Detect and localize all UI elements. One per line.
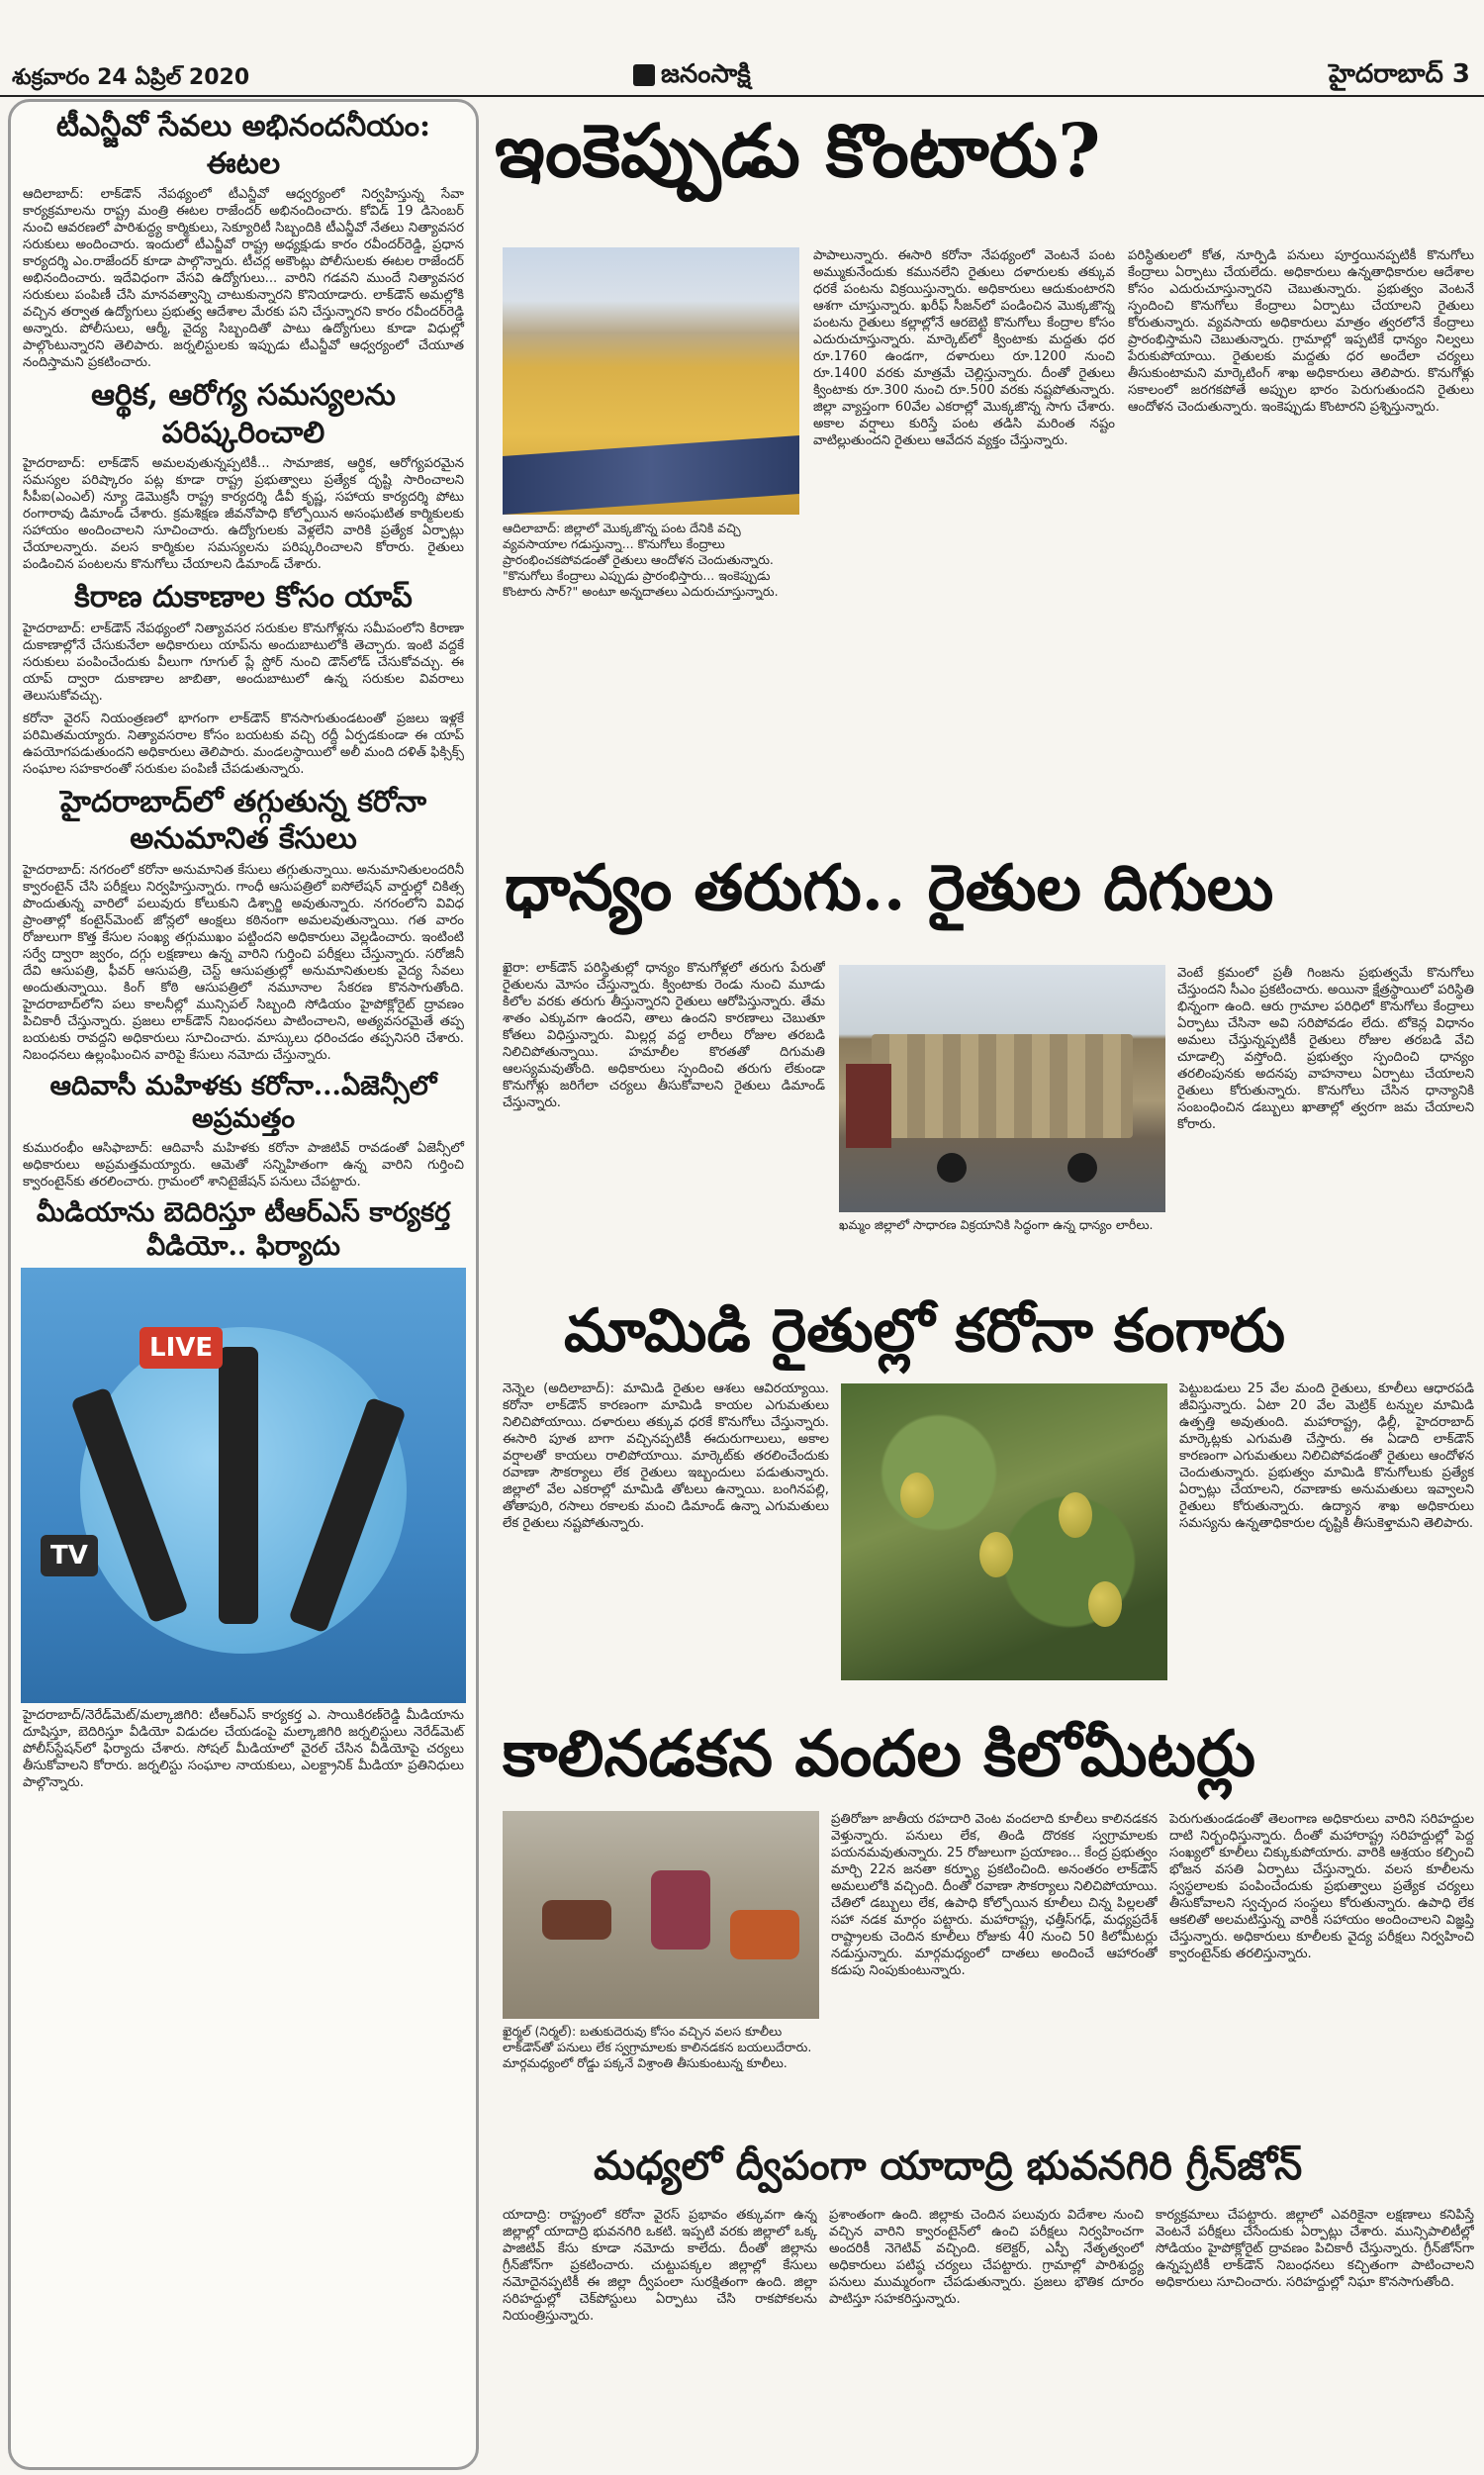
story-headline: ఇంకెప్పుడు కొంటారు?	[495, 109, 1101, 194]
migrant-workers-photo	[503, 1811, 819, 2019]
story-headline: మామిడి రైతుల్లో కరోనా కంగారు	[564, 1296, 1286, 1366]
article-title: ఆర్థిక, ఆరోగ్య సమస్యలను పరిష్కరించాలి	[91, 378, 396, 450]
mango-tree-photo	[841, 1383, 1167, 1680]
story-headline: కాలినడకన వందల కిలోమీటర్లు	[503, 1717, 1255, 1791]
story-column: కార్యక్రమాలు చేపట్టారు. జిల్లాలో ఎవరికైనా లక్షణాలు కనిపిస్తే వెంటనే పరీక్షలు చేసేందుకు ఏర్పాట్లు చేశారు. మున్సిపాలిటీల్లో సోడియం హైపోక్లోరైట్ ద్రావణం పిచికారీ చేస్తున్నారు. గ్రీన్‌జోన్‌గా ఉన్నప్పటికీ లాక్‌డౌన్ నిబంధనలు కచ్చితంగా పాటించాలని అధికారులు సూచించారు. సరిహద్దుల్లో నిఘా కొనసాగుతోంది.	[1156, 2208, 1474, 2290]
article-body: హైదరాబాద్: లాక్‌డౌన్ నేపథ్యంలో నిత్యావసర సరుకుల కొనుగోళ్లను సమీపంలోని కిరాణా దుకాణాల్లోనే చేసుకునేలా అధికారులు యాప్‌ను అందుబాటులోకి తెచ్చారు. ఇంటి వద్దకే సరుకులు పంపించేందుకు వీలుగా గూగుల్ ప్లే స్టోర్ నుంచి డౌన్‌లోడ్ చేసుకోవచ్చు. ఈ యాప్ ద్వారా దుకాణాల జాబితా, అందుబాటులో ఉన్న సరుకుల వివరాలు తెలుసుకోవచ్చు.	[23, 620, 464, 704]
story-column: వెంటే క్రమంలో ప్రతీ గింజను ప్రభుత్వమే కొనుగోలు చేస్తుందని సీఎం ప్రకటించారు. అయినా క్షేత్రస్థాయిలో పరిస్థితి భిన్నంగా ఉంది. ఆరు గ్రామాల పరిధిలో కొనుగోలు కేంద్రాలు ఏర్పాటు చేసినా అవి సరిపోవడం లేదు. టోకెన్ల విధానం అమలు చేస్తున్నప్పటికీ రైతులు రోజుల తరబడి వేచి చూడాల్సి వస్తోంది. ప్రభుత్వం స్పందించి ధాన్యం తరలింపునకు అదనపు వాహనాలు ఏర్పాటు చేయాలని రైతులు కోరుతున్నారు. కొనుగోలు చేసిన ధాన్యానికి సంబంధించిన డబ్బులు ఖాతాల్లో త్వరగా జమ చేయాలని కోరారు.	[1177, 966, 1474, 1132]
tv-tag: TV	[41, 1535, 98, 1576]
article-body: ఆదిలాబాద్: లాక్‌డౌన్ నేపథ్యంలో టీఎన్జీవో ఆధ్వర్యంలో నిర్వహిస్తున్న సేవా కార్యక్రమాలను రాష్ట్ర మంత్రి ఈటల రాజేందర్ అభినందించారు. కోవిడ్‌ 19 డిసెంబర్‌ నుంచి ఆవరణలో పారిశుద్ధ్య కార్మికులు, సెక్యూరిటీ సిబ్బందికి టీఎన్జీవో నేతలు నిత్యావసర సరుకులు అందించారు. ఇందులో టీఎన్జీవో రాష్ట్ర అధ్యక్షుడు కారం రవీందర్‌రెడ్డి, ప్రధాన కార్యదర్శి ఎం.రాజేందర్ కూడా పాల్గొన్నారు. టీచర్ల అకౌంట్లు పోలీసులకు ఈటల రాజేందర్ అభినందించారు. ఇదేవిధంగా వేసవి ఉద్యోగులు... వారిని గడవని ముందే నిత్యావసర సరుకులు పంపిణీ చేసి మానవత్వాన్ని చాటుకున్నారని కొనియాడారు. లాక్‌డౌన్ అమల్లోకి వచ్చిన తర్వాత ఉద్యోగులు ప్రభుత్వ ఆదేశాల మేరకు పని చేస్తున్నారని కారం రవీందర్‌రెడ్డి అన్నారు. పోలీసులు, ఆర్మీ, వైద్య సిబ్బందితో పాటు ఉద్యోగులు కూడా విధుల్లో పాల్గొంటున్నారని తెలిపారు. జర్నలిస్టులకు ఇప్పుడు టీఎన్జీవో ఆధ్వర్యంలో చేయూత నందిస్తామని ప్రకటించారు.	[23, 187, 464, 370]
masthead-logo-icon	[633, 64, 655, 86]
media-illustration	[21, 1268, 466, 1703]
photo-caption: ఖమ్మం జిల్లాలో సాధారణ విక్రయానికి సిద్ధంగా ఉన్న ధాన్యం లారీలు.	[839, 1217, 1154, 1232]
grain-truck-photo	[839, 965, 1165, 1212]
person-graphic	[651, 1870, 710, 1950]
person-graphic	[542, 1900, 611, 1940]
live-tag: LIVE	[139, 1327, 223, 1369]
story-headline: ధాన్యం తరుగు.. రైతుల దిగులు	[505, 851, 1274, 925]
story-headline: మధ్యలో ద్వీపంగా యాదాద్రి భువనగిరి గ్రీన్‌జోన్	[594, 2142, 1303, 2189]
truck-cab-graphic	[846, 1064, 891, 1148]
article-title: ఆదివాసీ మహిళకు కరోనా...ఏజెన్సీలో అప్రమత్తం	[49, 1070, 437, 1135]
page-header	[0, 0, 1484, 97]
story-column: పరిస్థితులలో కోత, నూర్పిడి పనులు పూర్తయినప్పటికీ కొనుగోలు కేంద్రాలు ఏర్పాటు చేయలేదు. అధికారులు ఉన్నతాధికారుల ఆదేశాల కోసం ఎదురుచూస్తున్నారని చెబుతున్నారు. ప్రభుత్వం వెంటనే స్పందించి కొనుగోలు కేంద్రాలు ఏర్పాటు చేయాలని రైతులు కోరుతున్నారు. వ్యవసాయ అధికారులు మాత్రం త్వరలోనే కేంద్రాలు ప్రారంభిస్తామని చెబుతున్నారు. గ్రామాల్లో ఇప్పటికే ధాన్యం నిల్వలు పేరుకుపోయాయి. రైతులకు మద్దతు ధర అందేలా చర్యలు తీసుకుంటామని మార్కెటింగ్ శాఖ అధికారులు తెలిపారు. కొనుగోళ్లు సకాలంలో జరగకపోతే అప్పుల భారం పెరుగుతుందని రైతులు ఆందోళన చెందుతున్నారు. ఇంకెప్పుడు కొంటారని ప్రశ్నిస్తున్నారు.	[1128, 248, 1474, 415]
story-column: ప్రతిరోజూ జాతీయ రహదారి వెంట వందలాది కూలీలు కాలినడకన వెళ్తున్నారు. పనులు లేక, తిండి దొరకక స్వగ్రామాలకు పయనమవుతున్నారు. 25 రోజులుగా ప్రయాణం... కేంద్ర ప్రభుత్వం మార్చి 22న జనతా కర్ఫ్యూ ప్రకటించింది. అనంతరం లాక్‌డౌన్ అమలులోకి వచ్చింది. దీంతో రవాణా సౌకర్యాలు నిలిచిపోయాయి. చేతిలో డబ్బులు లేక, ఉపాధి కోల్పోయిన కూలీలు చిన్న పిల్లలతో సహా నడక మార్గం పట్టారు. మహారాష్ట్ర, ఛత్తీస్‌గఢ్, మధ్యప్రదేశ్ రాష్ట్రాలకు చెందిన కూలీలు రోజుకు 40 నుంచి 50 కిలోమీటర్లు నడుస్తున్నారు. మార్గమధ్యంలో దాతలు అందించే ఆహారంతో కడుపు నింపుకుంటున్నారు.	[831, 1812, 1158, 1978]
article-body: కుమురంభీం ఆసిఫాబాద్: ఆదివాసీ మహిళకు కరోనా పాజిటివ్ రావడంతో ఏజెన్సీలో అధికారులు అప్రమత్తమయ్యారు. ఆమెతో సన్నిహితంగా ఉన్న వారిని గుర్తించి క్వారంటైన్‌కు తరలించారు. గ్రామంలో శానిటైజేషన్ పనులు చేపట్టారు.	[23, 1141, 464, 1190]
masthead-text: జనంసాక్షి	[661, 59, 751, 89]
left-column	[8, 99, 479, 2470]
mango-fruit-graphic	[1088, 1581, 1122, 1627]
page-city-number: హైదరాబాద్ 3	[1329, 59, 1470, 89]
story-column: నెన్నెల (అదిలాబాద్): మామిడి రైతుల ఆశలు ఆవిరయ్యాయి. కరోనా లాక్‌డౌన్ కారణంగా మామిడి కాయల ఎగుమతులు నిలిచిపోయాయి. దళారులు తక్కువ ధరకే కొనుగోలు చేస్తున్నారు. ఈసారి పూత బాగా వచ్చినప్పటికీ ఈదురుగాలులు, అకాల వర్షాలతో కాయలు రాలిపోయాయి. మార్కెట్‌కు తరలించేందుకు రవాణా సౌకర్యాలు లేక రైతులు ఇబ్బందులు పడుతున్నారు. జిల్లాలో వేల ఎకరాల్లో మామిడి తోటలు ఉన్నాయి. బంగినపల్లి, తోతాపురి, రసాలు రకాలకు మంచి డిమాండ్ ఉన్నా ఎగుమతులు లేక రైతులు నష్టపోతున్నారు.	[503, 1381, 829, 1531]
person-graphic	[730, 1910, 799, 1959]
story-column: యాదాద్రి: రాష్ట్రంలో కరోనా వైరస్ ప్రభావం తక్కువగా ఉన్న జిల్లాల్లో యాదాద్రి భువనగిరి ఒకటి. ఇప్పటి వరకు జిల్లాలో ఒక్క పాజిటివ్ కేసు కూడా నమోదు కాలేదు. దీంతో జిల్లాను గ్రీన్‌జోన్‌గా ప్రకటించారు. చుట్టుపక్కల జిల్లాల్లో కేసులు నమోదైనప్పటికీ ఈ జిల్లా ద్వీపంలా సురక్షితంగా ఉంది. జిల్లా సరిహద్దుల్లో చెక్‌పోస్టులు ఏర్పాటు చేసి రాకపోకలను నియంత్రిస్తున్నారు.	[503, 2208, 817, 2324]
story-column: ఖైరా: లాక్‌డౌన్ పరిస్థితుల్లో ధాన్యం కొనుగోళ్లలో తరుగు పేరుతో రైతులను మోసం చేస్తున్నారు. క్వింటాకు రెండు నుంచి మూడు కిలోల వరకు తరుగు తీస్తున్నారని రైతులు ఆరోపిస్తున్నారు. తేమ శాతం ఎక్కువగా ఉందని, తాలు ఉందని కారణాలు చెబుతూ కోతలు విధిస్తున్నారు. మిల్లర్ల వద్ద లారీలు రోజుల తరబడి నిలిచిపోతున్నాయి. హమాలీల కొరతతో దిగుమతి ఆలస్యమవుతోంది. అధికారులు స్పందించి తరుగు లేకుండా కొనుగోళ్లు జరిగేలా చర్యలు తీసుకోవాలని రైతులు డిమాండ్ చేస్తున్నారు.	[503, 961, 825, 1110]
article-body: హైదరాబాద్/నెరేడ్‌మెట్/మల్కాజిగిరి: టీఆర్ఎస్ కార్యకర్త ఎ. సాయికిరణ్‌రెడ్డి మీడియాను దూషిస్తూ, బెదిరిస్తూ వీడియో విడుదల చేయడంపై మల్కాజిగిరి జర్నలిస్టులు నెరేడ్‌మెట్ పోలీస్‌స్టేషన్‌లో ఫిర్యాదు చేశారు. సోషల్ మీడియాలో వైరల్ చేసిన వీడియోపై చర్యలు తీసుకోవాలని కోరారు. జర్నలిస్టు సంఘాల నాయకులు, ఎలక్ట్రానిక్ మీడియా ప్రతినిధులు పాల్గొన్నారు.	[23, 1707, 464, 1790]
mango-fruit-graphic	[979, 1532, 1013, 1577]
article-title: కిరాణ దుకాణాల కోసం యాప్	[74, 580, 413, 615]
tarp-graphic	[503, 435, 799, 515]
article-title: మీడియాను బెదిరిస్తూ టీఆర్ఎస్ కార్యకర్త వీడియో.. ఫిర్యాదు	[36, 1197, 451, 1262]
story-column: ప్రశాంతంగా ఉంది. జిల్లాకు చెందిన పలువురు విదేశాల నుంచి వచ్చిన వారిని క్వారంటైన్‌లో ఉంచి పరీక్షలు నిర్వహించగా అందరికీ నెగెటివ్ వచ్చింది. కలెక్టర్, ఎస్పీ నేతృత్వంలో అధికారులు పటిష్ఠ చర్యలు చేపట్టారు. గ్రామాల్లో పారిశుద్ధ్య పనులు ముమ్మరంగా చేపడుతున్నారు. ప్రజలు భౌతిక దూరం పాటిస్తూ సహకరిస్తున్నారు.	[829, 2208, 1144, 2307]
wheel-icon	[937, 1153, 967, 1183]
article-body: కరోనా వైరస్ నియంత్రణలో భాగంగా లాక్‌డౌన్ కొనసాగుతుండటంతో ప్రజలు ఇళ్లకే పరిమితమయ్యారు. నిత్యావసరాల కోసం బయటకు వచ్చి రద్దీ ఏర్పడకుండా ఈ యాప్ ఉపయోగపడుతుందని అధికారులు తెలిపారు. మండలస్థాయిలో అలీ మంది దళిత్ ఫిక్సిక్స్ సంఘాల సహకారంతో సరుకుల పంపిణీ చేపడుతున్నారు.	[23, 711, 464, 777]
issue-date: శుక్రవారం 24 ఏప్రిల్ 2020	[12, 65, 250, 90]
microphone-icon	[219, 1347, 258, 1624]
story-column: పెరుగుతుండడంతో తెలంగాణ అధికారులు వారిని సరిహద్దుల దాటి నిర్బంధిస్తున్నారు. దీంతో మహారాష్ట్ర సరిహద్దుల్లో పెద్ద సంఖ్యలో కూలీలు చిక్కుకుపోయారు. వారికి ఆశ్రయం కల్పించి భోజన వసతి ఏర్పాటు చేస్తున్నారు. వలస కూలీలను స్వస్థలాలకు పంపించేందుకు ప్రభుత్వాలు ప్రత్యేక చర్యలు తీసుకోవాలని స్వచ్ఛంద సంస్థలు కోరుతున్నారు. ఉపాధి లేక ఆకలితో అలమటిస్తున్న వారికి సహాయం అందించాలని విజ్ఞప్తి చేస్తున్నారు. అధికారులు కూలీలకు వైద్య పరీక్షలు నిర్వహించి క్వారంటైన్‌కు తరలిస్తున్నారు.	[1169, 1812, 1474, 1961]
article-title: టీఎన్జీవో సేవలు అభినందనీయం: ఈటల	[55, 109, 431, 181]
mango-fruit-graphic	[900, 1473, 934, 1518]
truck-load-graphic	[872, 1034, 1133, 1138]
wheel-icon	[1067, 1153, 1097, 1183]
maize-drying-photo	[503, 247, 799, 515]
photo-caption: ఖైర్మల్ (నిర్మల్): బతుకుదెరువు కోసం వచ్చిన వలస కూలీలు లాక్‌డౌన్‌తో పనులు లేక స్వగ్రామాలకు కాలినడకన బయలుదేరారు. మార్గమధ్యంలో రోడ్డు పక్కనే విశ్రాంతి తీసుకుంటున్న కూలీలు.	[503, 2024, 812, 2070]
article-title: హైదరాబాద్‌లో తగ్గుతున్న కరోనా అనుమానిత కేసులు	[59, 784, 427, 856]
mango-fruit-graphic	[1059, 1492, 1092, 1538]
article-body: హైదరాబాద్: లాక్‌డౌన్ అమలవుతున్నప్పటికీ... సామాజిక, ఆర్థిక, ఆరోగ్యపరమైన సమస్యల పరిష్కారం పట్ల కూడా రాష్ట్ర ప్రభుత్వాలు ప్రత్యేక దృష్టి సారించాలని సీపీఐ(ఎంఎల్) న్యూ డెమొక్రసీ రాష్ట్ర కార్యదర్శి డీవీ కృష్ణ, సహాయ కార్యదర్శి పోటు రంగారావు డిమాండ్ చేశారు. క్రమశిక్షణ జీవనోపాధి కోల్పోయిన అసంఘటిత కార్మికులకు సహాయం అందించాలని సూచించారు. ఉద్యోగులకు వెళ్లలేని వారికి ప్రత్యేక ఏర్పాట్లు చేయాలన్నారు. వలస కార్మికుల సమస్యలను పరిష్కరించాలని కోరారు. రైతులు పండించిన పంటలను కొనుగోలు చేయాలని డిమాండ్ చేశారు.	[23, 456, 464, 572]
story-column: పెట్టుబడులు 25 వేల మంది రైతులు, కూలీలు ఆధారపడి జీవిస్తున్నారు. ఏటా 20 వేల మెట్రిక్ టన్నుల మామిడి ఉత్పత్తి అవుతుంది. మహారాష్ట్ర, ఢిల్లీ, హైదరాబాద్ మార్కెట్లకు ఎగుమతి చేస్తారు. ఈ ఏడాది లాక్‌డౌన్ కారణంగా ఎగుమతులు నిలిచిపోవడంతో రైతులు ఆందోళన చెందుతున్నారు. ప్రభుత్వం మామిడి కొనుగోలుకు ప్రత్యేక ఏర్పాట్లు చేయాలని, రవాణాకు అనుమతులు ఇవ్వాలని రైతులు కోరుతున్నారు. ఉద్యాన శాఖ అధికారులు సమస్యను ఉన్నతాధికారుల దృష్టికి తీసుకెళ్తామని తెలిపారు.	[1179, 1381, 1474, 1531]
story-column: పాపాలున్నారు. ఈసారి కరోనా నేపథ్యంలో వెంటనే పంట అమ్ముకునేందుకు కమునలేని రైతులు దళారులకు తక్కువ ధరకే పంటను విక్రయిస్తున్నారు. అధికారులు ఆదుకుంటారని ఆశగా చూస్తున్నారు. ఖరీఫ్ సీజన్‌లో పండించిన మొక్కజొన్న పంటను రైతులు కల్లాల్లోనే ఆరబెట్టి కొనుగోలు కేంద్రాల కోసం ఎదురుచూస్తున్నారు. మార్కెట్‌లో క్వింటాకు మద్దతు ధర రూ.1760 ఉండగా, దళారులు రూ.1200 నుంచి రూ.1400 వరకు మాత్రమే చెల్లిస్తున్నారు. దీంతో రైతులు క్వింటాకు రూ.300 నుంచి రూ.500 వరకు నష్టపోతున్నారు. జిల్లా వ్యాప్తంగా 60వేల ఎకరాల్లో మొక్కజొన్న సాగు చేశారు. అకాల వర్షాలు కురిస్తే పంట తడిసి మరింత నష్టం వాటిల్లుతుందని రైతులు ఆవేదన వ్యక్తం చేస్తున్నారు.	[813, 248, 1115, 448]
masthead	[633, 59, 751, 95]
photo-caption: ఆదిలాబాద్: జిల్లాలో మొక్కజొన్న పంట దేనికి వచ్చి వ్యవసాయాల గడుస్తున్నా... కొనుగోలు కేంద్రాలు ప్రారంభించకపోవడంతో రైతులు ఆందోళన చెందుతున్నారు. "కొనుగోలు కేంద్రాలు ఎప్పుడు ప్రారంభిస్తారు... ఇంకెప్పుడు కొంటారు సార్?" అంటూ అన్నదాతలు ఎదురుచూస్తున్నారు.	[503, 521, 779, 599]
article-body: హైదరాబాద్: నగరంలో కరోనా అనుమానిత కేసులు తగ్గుతున్నాయి. అనుమానితులందరినీ క్వారంటైన్ చేసి పరీక్షలు నిర్వహిస్తున్నారు. గాంధీ ఆసుపత్రిలో ఐసోలేషన్ వార్డుల్లో చికిత్స పొందుతున్న వారిలో పలువురు కోలుకుని డిశ్చార్జి అవుతున్నారు. నగరంలోని వివిధ ప్రాంతాల్లో కంటైన్‌మెంట్ జోన్లలో ఆంక్షలు కఠినంగా అమలవుతున్నాయి. గత వారం రోజులుగా కొత్త కేసుల సంఖ్య తగ్గుముఖం పట్టిందని అధికారులు వెల్లడించారు. ఇంటింటి సర్వే ద్వారా జ్వరం, దగ్గు లక్షణాలు ఉన్న వారిని గుర్తించి పరీక్షలు చేస్తున్నారు. సరోజినీ దేవి ఆసుపత్రి, ఫీవర్ ఆసుపత్రి, చెస్ట్ ఆసుపత్రుల్లో అనుమానితులకు వైద్య సేవలు అందుతున్నాయి. కింగ్ కోఠి ఆసుపత్రిలో నమూనాల సేకరణ కొనసాగుతోంది. హైదరాబాద్‌లోని పలు కాలనీల్లో మున్సిపల్ సిబ్బంది సోడియం హైపోక్లోరైట్ ద్రావణం పిచికారీ చేస్తున్నారు. ప్రజలు లాక్‌డౌన్ నిబంధనలు పాటించాలని, అత్యవసరమైతే తప్ప బయటకు రావద్దని అధికారులు సూచించారు. మాస్కులు ధరించడం తప్పనిసరి చేశారు. నిబంధనలు ఉల్లంఘించిన వారిపై కేసులు నమోదు చేస్తున్నారు.	[23, 862, 464, 1063]
